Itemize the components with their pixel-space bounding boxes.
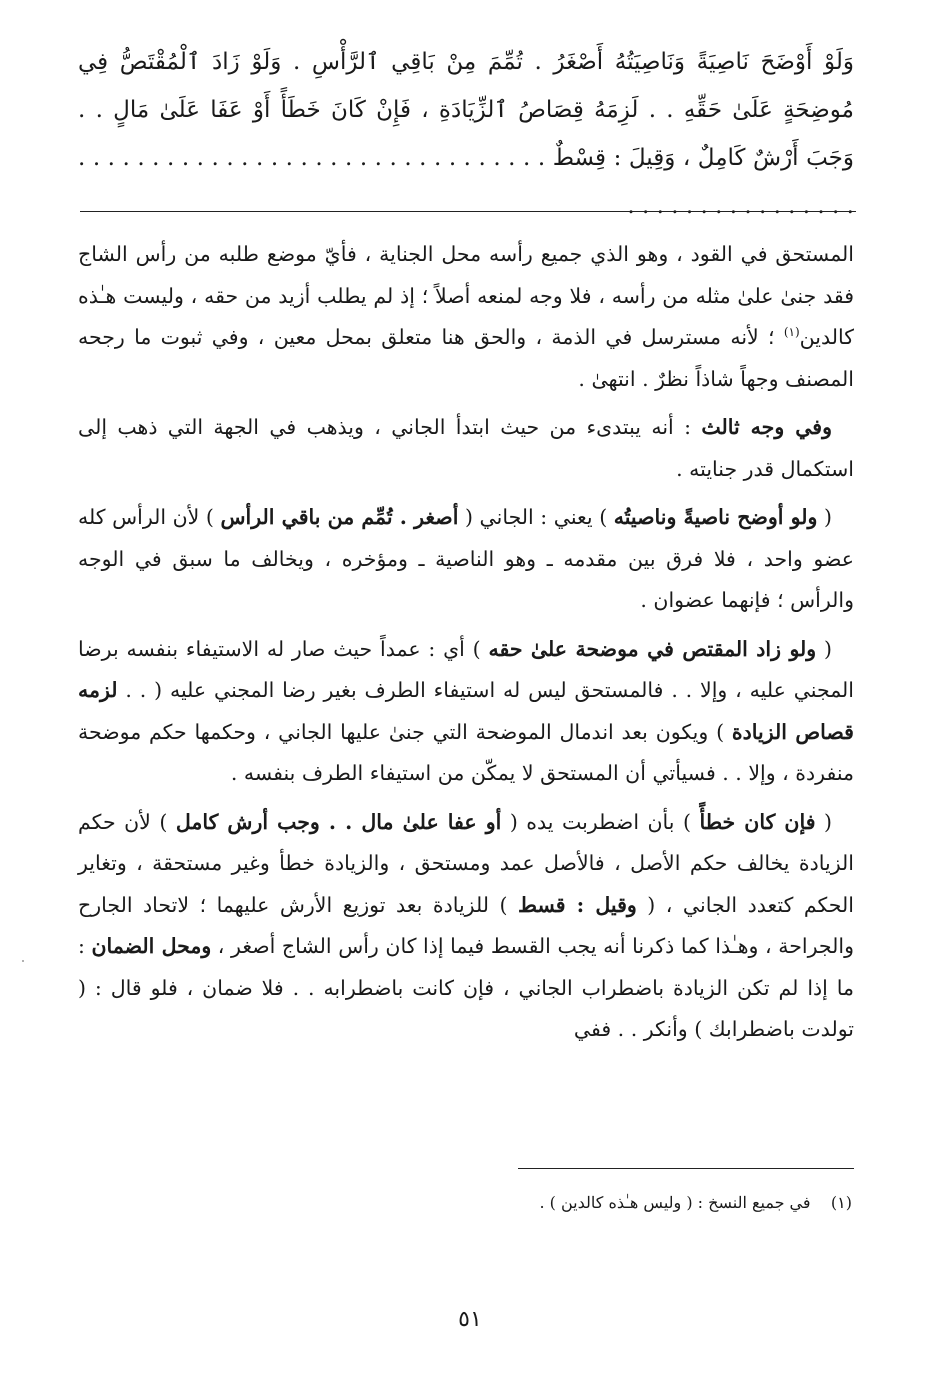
matn-separator-rule (80, 211, 856, 212)
sharh-paragraph-5: ( فإن كان خطأً ) بأن اضطربت يده ( أو عفا علىٰ مال . . وجب أرش كامل ) لأن حكم الزيادة يخالف حكم الأصل ، فالأصل عمد ومستحق ، والزيادة خطأ وغير مستحقة ، وتغاير الحكم كتعدد الجاني ، ( وقيل : قسط ) للزيادة بعد توزيع الأرش عليهما ؛ لاتحاد الجارح والجراحة ، وهـٰذا كما ذكرنا أنه يجب القسط فيما إذا كان رأس الشاج أصغر ، ومحل الضمان : ما إذا لم تكن الزيادة باضطراب الجاني ، فإن كانت باضطرابه . . فلا ضمان ، فلو قال : ( تولدت باضطرابك ) وأنكر . . ففي (78, 809, 854, 1041)
footnote-number: (١) (830, 1193, 852, 1212)
sharh-paragraph-2: وفي وجه ثالث : أنه يبتدىء من حيث ابتدأ الجاني ، ويذهب في الجهة التي ذهب إلى استكمال قدر جنايته . (78, 415, 854, 481)
matn-line-3: كَامِلٌ ، وَقِيلَ : قِسْطٌ (552, 145, 746, 171)
matn-line-2: عَلَىٰ حَقِّهِ . . لَزِمَهُ قِصَاصُ ٱلزِّيَادَةِ ، فَإِنْ كَانَ خَطَأً أَوْ عَفَا عَلَىٰ مَالٍ . . وَجَبَ أَرْشٌ (78, 97, 855, 171)
sharh-paragraph-4: ( ولو زاد المقتص في موضحة علىٰ حقه ) أي : عمداً حيث صار له الاستيفاء بنفسه برضا المجني عليه ، وإلا . . فالمستحق ليس له استيفاء الطرف بغير رضا المجني عليه ( . . لزمه قصاص الزيادة ) ويكون بعد اندمال الموضحة التي جنىٰ عليها الجاني ، وحكمها حكم موضحة منفردة ، وإلا . . فسيأتي أن المستحق لا يمكّن من استيفاء الطرف بنفسه . (78, 636, 854, 785)
matn-text (78, 38, 854, 230)
matn-line-1: وَلَوْ أَوْضَحَ نَاصِيَةً وَنَاصِيَتُهُ أَصْغَرُ . تُمِّمَ مِنْ بَاقِي ٱلرَّأْسِ . وَلَوْ زَادَ ٱلْمُقْتَصُّ فِي مُوضِحَةٍ (78, 49, 854, 123)
page-number: ٥١ (458, 1307, 482, 1332)
footnote-text: في جميع النسخ : ( وليس هـٰذه كالدين ) . (539, 1193, 811, 1212)
sharh-paragraph-1: المستحق في القود ، وهو الذي جميع رأسه محل الجناية ، فأيّ موضع طلبه من رأس الشاج فقد جنىٰ علىٰ مثله من رأسه ، فلا وجه لمنعه أصلاً ؛ إذ لم يطلب أزيد من حقه ، وليست هـٰذه كالدين$^{(١)}$ ؛ لأنه مسترسل في الذمة ، والحق هنا متعلق بمحل معين ، وفي ثبوت ما رجحه المصنف وجهاً شاذاً نظرٌ . انتهىٰ . (78, 242, 854, 391)
sharh-paragraph-3: ( ولو أوضح ناصيةً وناصيتُه ) يعني : الجاني ( أصغر . تُمِّم من باقي الرأس ) لأن الرأس كله عضو واحد ، فلا فرق بين مقدمه ـ وهو الناصية ـ ومؤخره ، ويخالف ما سبق في الوجه والرأس ؛ فإنهما عضوان . (78, 505, 854, 612)
sharh-text (78, 234, 854, 1058)
footnote-separator-rule (518, 1168, 854, 1169)
matn-dots: . . . . . . . . . . . . . . . . . . . . . . . . . . . . . . . . . . . . . . . . . . . . . . . . (78, 145, 854, 219)
scan-speck (22, 960, 24, 962)
footnote-reference: (١) (783, 325, 800, 340)
footnote (80, 1190, 852, 1216)
